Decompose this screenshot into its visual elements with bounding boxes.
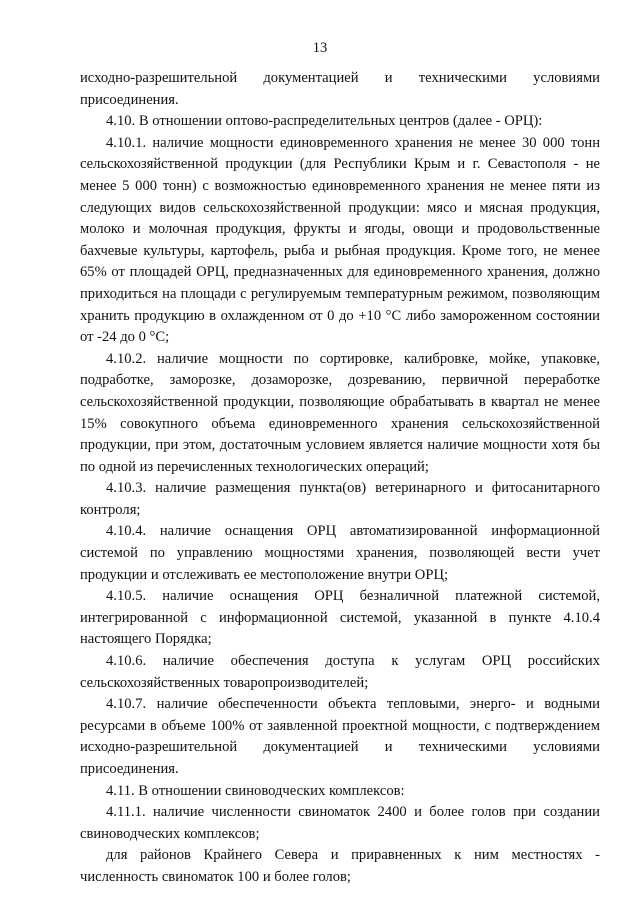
paragraph: исходно-разрешительной документацией и техническими условиями присоединения. — [80, 70, 600, 108]
paragraph: 4.10.6. наличие обеспечения доступа к услугам ОРЦ российских сельскохозяйственных товаропроизводителей; — [80, 653, 600, 691]
paragraph: 4.10.5. наличие оснащения ОРЦ безналичной платежной системой, интегрированной с информационной системой, указанной в пункте 4.10.4 настоящего Порядка; — [80, 588, 600, 648]
paragraph: 4.10.7. наличие обеспеченности объекта тепловыми, энерго- и водными ресурсами в объеме 100% от заявленной проектной мощности, с подтверждением исходно-разрешительной документацией и техническими условиями присоединения. — [80, 696, 600, 777]
paragraph: 4.10.3. наличие размещения пункта(ов) ветеринарного и фитосанитарного контроля; — [80, 480, 600, 518]
paragraph: 4.11.1. наличие численности свиноматок 2400 и более голов при создании свиноводческих комплексов; — [80, 804, 600, 842]
document-body — [80, 68, 600, 889]
paragraph: 4.11. В отношении свиноводческих комплексов: — [106, 782, 405, 799]
page-number: 13 — [312, 40, 328, 56]
paragraph: 4.10.2. наличие мощности по сортировке, калибровке, мойке, упаковке, подработке, заморозке, дозаморозке, дозреванию, первичной переработке сельскохозяйственной продукции, позволяющие обрабатывать в квартал не менее 15% совокупного объема единовременного хранения сельскохозяйственной продукции, при этом, достаточным условием является наличие мощности хотя бы по одной из перечисленных технологических операций; — [80, 350, 600, 475]
paragraph: для районов Крайнего Севера и приравненных к ним местностях - численность свиноматок 100 и более голов; — [80, 847, 600, 885]
paragraph: 4.10. В отношении оптово-распределительных центров (далее - ОРЦ): — [106, 113, 543, 130]
paragraph: 4.10.4. наличие оснащения ОРЦ автоматизированной информационной системой по управлению мощностями хранения, позволяющей вести учет продукции и отслеживать ее местоположение внутри ОРЦ; — [80, 523, 600, 583]
paragraph: 4.10.1. наличие мощности единовременного хранения не менее 30 000 тонн сельскохозяйственной продукции (для Республики Крым и г. Севастополя - не менее 5 000 тонн) с возможностью единовременного хранения не менее пяти из следующих видов сельскохозяйственной продукции: мясо и мясная продукция, молоко и молочная продукция, фрукты и ягоды, овощи и продовольственные бахчевые культуры, картофель, рыба и рыбная продукция. Кроме того, не менее 65% от площадей ОРЦ, предназначенных для единовременного хранения, должно приходиться на площади с регулируемым температурным режимом, позволяющим хранить продукцию в охлажденном от 0 до +10 °С либо замороженном состоянии от -24 до 0 °С; — [80, 134, 600, 346]
